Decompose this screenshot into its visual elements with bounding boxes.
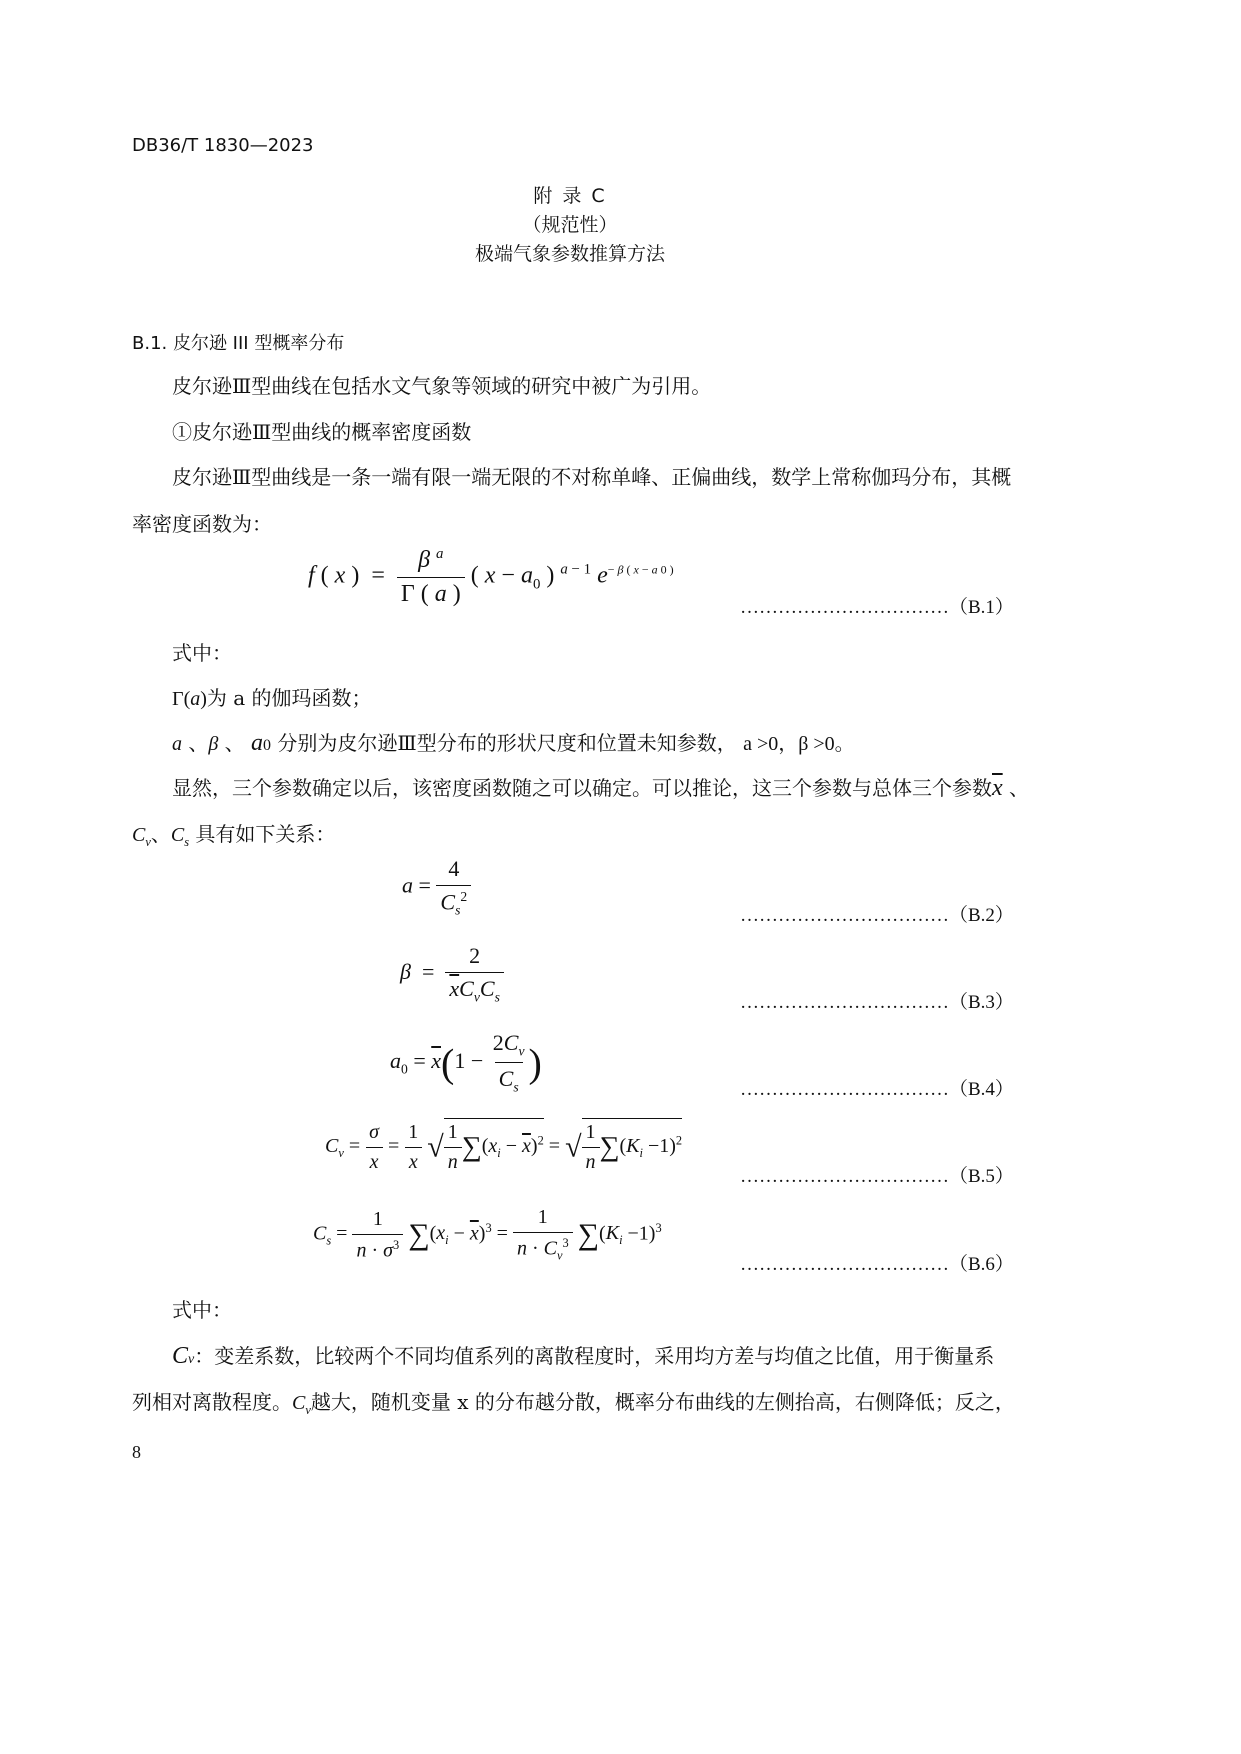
gamma-definition: Γ(a)为 a 的伽玛函数； xyxy=(172,686,372,710)
parameters-text: 分别为皮尔逊Ⅲ型分布的形状尺度和位置未知参数， xyxy=(277,731,737,755)
equation-b3: β = $\frac{2}{\overline{x}C_vC_s}$ xyxy=(400,943,504,1005)
paragraph-3-line-2: 率密度函数为： xyxy=(132,512,272,536)
paragraph-4-line-1: 显然，三个参数确定以后，该密度函数随之可以确定。可以推论，这三个参数与总体三个参数$\overline{x}$ 、 xyxy=(172,775,1030,801)
equation-b5: $C_v$ = $\frac{\sigma}{x}$ = $\frac{1}{x}$ √ $\frac{1}{n}$ $\sum(x_i - \overline{x})^2$ = √ $\frac{1}{n}$ $\sum(K_i -1)^2$ xyxy=(325,1118,682,1174)
appendix-name: 极端气象参数推算方法 xyxy=(474,243,665,265)
where-label-1: 式中： xyxy=(172,641,232,665)
equation-b4-label: ……………………………（B.4） xyxy=(740,1079,1014,1100)
paragraph-1: 皮尔逊Ⅲ型曲线在包括水文气象等领域的研究中被广为引用。 xyxy=(172,374,712,398)
paragraph-2: ①皮尔逊Ⅲ型曲线的概率密度函数 xyxy=(172,420,472,444)
equation-b2-label: ……………………………（B.2） xyxy=(740,905,1014,926)
page-number: 8 xyxy=(132,1442,141,1462)
paragraph-4-line-2: $C_v$、$C_s$ 具有如下关系： xyxy=(132,822,336,849)
cv-definition-line-1: Cv：变差系数，比较两个不同均值系列的离散程度时，采用均方差与均值之比值，用于衡量系 xyxy=(172,1343,995,1369)
equation-b3-label: ……………………………（B.3） xyxy=(740,992,1014,1013)
parameters-definition: a 、β 、 a0 分别为皮尔逊Ⅲ型分布的形状尺度和位置未知参数， a >0，β >0。 xyxy=(172,730,855,756)
cv-definition-line-2: 列相对离散程度。$C_v$越大，随机变量 x 的分布越分散，概率分布曲线的左侧抬高，右侧降低；反之， xyxy=(132,1390,1015,1417)
appendix-nature: （规范性） xyxy=(522,214,618,236)
parameters-condition: a >0，β >0。 xyxy=(743,733,855,755)
cv-definition-text-2a: 列相对离散程度。 xyxy=(132,1390,292,1414)
equation-b5-label: ……………………………（B.5） xyxy=(740,1166,1014,1187)
equation-b1-label: ……………………………（B.1） xyxy=(740,597,1014,618)
cv-definition-text-1: ：变差系数，比较两个不同均值系列的离散程度时，采用均方差与均值之比值，用于衡量系 xyxy=(194,1344,995,1368)
equation-b6: $C_s$ = $\frac{1}{n \cdot \sigma^3}$ $\sum(x_i - \overline{x})^3$ = $\frac{1}{n \cdot C_v^3}$ $\sum(K_i -1)^3$ xyxy=(313,1206,662,1263)
paragraph-4-text-2: 具有如下关系： xyxy=(195,822,336,846)
where-label-2: 式中： xyxy=(172,1298,232,1322)
paragraph-4-text: 显然，三个参数确定以后，该密度函数随之可以确定。可以推论，这三个参数与总体三个参数 xyxy=(172,776,992,800)
cv-definition-text-2b: 越大，随机变量 x 的分布越分散，概率分布曲线的左侧抬高，右侧降低；反之， xyxy=(310,1390,1015,1414)
equation-b6-label: ……………………………（B.6） xyxy=(740,1254,1014,1275)
equation-b1: f ( x ) = $\frac{\beta ^a}{\Gamma ( a )}$ ( $x - a_0$ ) $^{a - 1}$ $e^{- \beta ( x - a 0 )}$ xyxy=(308,546,674,607)
section-heading: B.1. 皮尔逊 III 型概率分布 xyxy=(132,333,345,354)
equation-b2: a = $\frac{4}{C_s^2}$ xyxy=(402,856,471,919)
appendix-title: 附 录 C xyxy=(533,185,607,207)
gamma-text: 为 a 的伽玛函数； xyxy=(206,686,372,710)
paragraph-3-line-1: 皮尔逊Ⅲ型曲线是一条一端有限一端无限的不对称单峰、正偏曲线，数学上常称伽玛分布，其概 xyxy=(172,465,1012,489)
equation-b4: $a_0 = \overline{x}(1$ − $\frac{2C_v}{C_s}$ ) xyxy=(390,1030,542,1095)
doc-number: DB36/T 1830—2023 xyxy=(132,135,314,156)
